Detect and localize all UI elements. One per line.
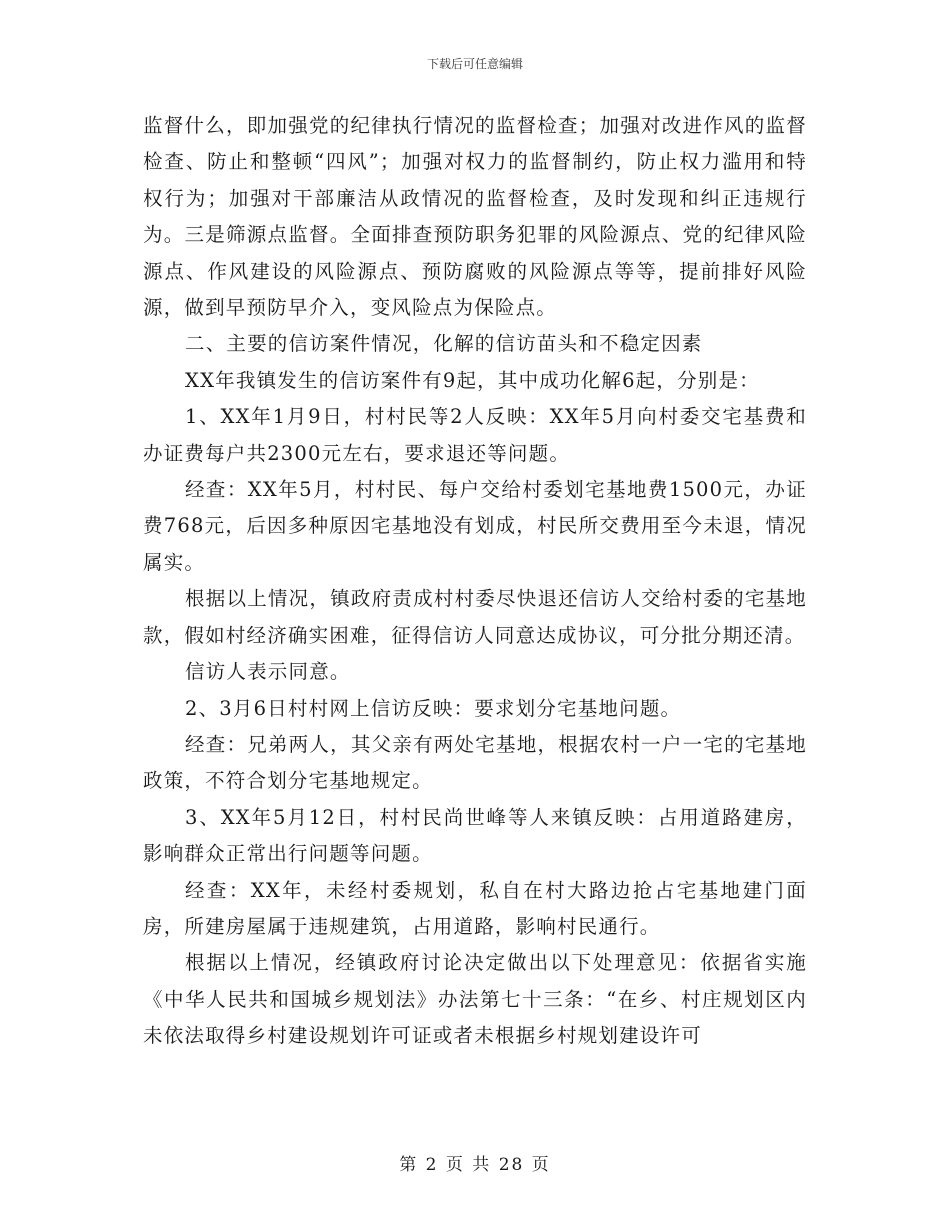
section-heading: 二、主要的信访案件情况，化解的信访苗头和不稳定因素	[185, 332, 703, 356]
paragraph: 3、XX年5月12日，村村民尚世峰等人来镇反映：占用道路建房，影响群众正常出行问题等问题。	[143, 805, 807, 866]
document-body	[143, 108, 807, 1055]
paragraph: XX年我镇发生的信访案件有9起，其中成功化解6起，分别是：	[185, 368, 760, 392]
page-header-note: 下载后可任意编辑	[426, 57, 523, 71]
paragraph: 监督什么，即加强党的纪律执行情况的监督检查；加强对改进作风的监督检查、防止和整顿“四风”；加强对权力的监督制约，防止权力滥用和特权行为；加强对干部廉洁从政情况的监督检查，及时发现和纠正违规行为。三是筛源点监督。全面排查预防职务犯罪的风险源点、党的纪律风险源点、作风建设的风险源点、预防腐败的风险源点等等，提前排好风险源，做到早预防早介入，变风险点为保险点。	[143, 114, 807, 320]
paragraph: 2、3月6日村村网上信访反映：要求划分宅基地问题。	[185, 696, 682, 720]
paragraph: 信访人表示同意。	[185, 660, 351, 684]
paragraph: 经查：兄弟两人，其父亲有两处宅基地，根据农村一户一宅的宅基地政策，不符合划分宅基地规定。	[143, 732, 807, 793]
paragraph: 根据以上情况，镇政府责成村村委尽快退还信访人交给村委的宅基地款，假如村经济确实困难，征得信访人同意达成协议，可分批分期还清。	[143, 587, 807, 647]
page-number: 第 2 页 共 28 页	[399, 1155, 551, 1175]
paragraph: 经查：XX年5月，村村民、每户交给村委划宅基地费1500元，办证费768元，后因多种原因宅基地没有划成，村民所交费用至今未退，情况属实。	[143, 478, 807, 574]
paragraph: 经查：XX年，未经村委规划，私自在村大路边抢占宅基地建门面房，所建房屋属于违规建筑，占用道路，影响村民通行。	[143, 878, 807, 938]
paragraph: 根据以上情况，经镇政府讨论决定做出以下处理意见：依据省实施《中华人民共和国城乡规划法》办法第七十三条：“在乡、村庄规划区内未依法取得乡村建设规划许可证或者未根据乡村规划建设许可	[143, 951, 807, 1048]
paragraph: 1、XX年1月9日，村村民等2人反映：XX年5月向村委交宅基费和办证费每户共2300元左右，要求退还等问题。	[143, 405, 807, 465]
